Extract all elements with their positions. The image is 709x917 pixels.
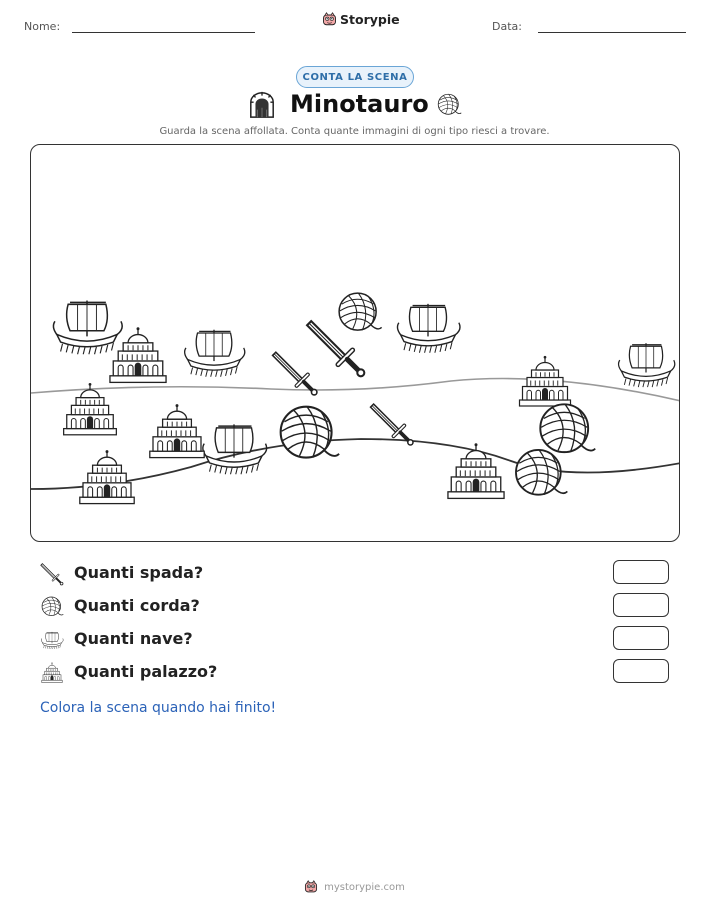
sword-icon <box>40 562 64 586</box>
ship-item <box>393 297 463 357</box>
logo-text: Storypie <box>340 12 400 27</box>
answer-box-ship[interactable] <box>613 626 669 650</box>
question-row-ship <box>40 626 670 654</box>
name-label: Nome: <box>24 20 61 33</box>
question-row-yarn <box>40 593 670 621</box>
ship-item <box>199 417 269 479</box>
sword-item <box>271 349 319 397</box>
date-label: Data: <box>492 20 522 33</box>
yarn-ball-icon <box>436 92 462 118</box>
ship-icon <box>40 628 64 652</box>
yarn-item <box>335 289 383 337</box>
yarn-item <box>511 445 569 503</box>
yarn-ball-icon <box>40 595 64 619</box>
name-field[interactable] <box>72 32 255 33</box>
question-text: Quanti nave? <box>74 629 193 648</box>
ship-item <box>181 323 247 381</box>
storypie-mascot-icon <box>304 880 318 894</box>
footer <box>0 880 709 894</box>
footer-site[interactable]: mystorypie.com <box>324 881 405 893</box>
counting-scene <box>30 144 680 542</box>
palace-item <box>59 377 121 443</box>
question-row-palace <box>40 659 670 687</box>
answer-box-palace[interactable] <box>613 659 669 683</box>
instructions-text: Guarda la scena affollata. Conta quante immagini di ogni tipo riesci a trovare. <box>159 126 550 137</box>
color-instruction: Colora la scena quando hai finito! <box>40 700 277 716</box>
storypie-logo <box>322 12 400 27</box>
palace-item <box>145 397 209 467</box>
answer-box-yarn[interactable] <box>613 593 669 617</box>
page-title: Minotauro <box>290 90 429 118</box>
labyrinth-gate-icon <box>248 91 276 119</box>
ship-item <box>615 337 677 391</box>
storypie-mascot-icon <box>322 12 337 27</box>
palace-icon <box>40 661 64 685</box>
date-field[interactable] <box>538 32 686 33</box>
palace-item <box>443 437 509 507</box>
activity-badge: CONTA LA SCENA <box>296 66 414 88</box>
question-text: Quanti palazzo? <box>74 662 218 681</box>
sword-item <box>369 401 415 447</box>
answer-box-sword[interactable] <box>613 560 669 584</box>
question-text: Quanti corda? <box>74 596 200 615</box>
question-text: Quanti spada? <box>74 563 204 582</box>
yarn-item <box>275 401 341 467</box>
question-row-sword <box>40 560 670 588</box>
palace-item <box>75 443 139 513</box>
